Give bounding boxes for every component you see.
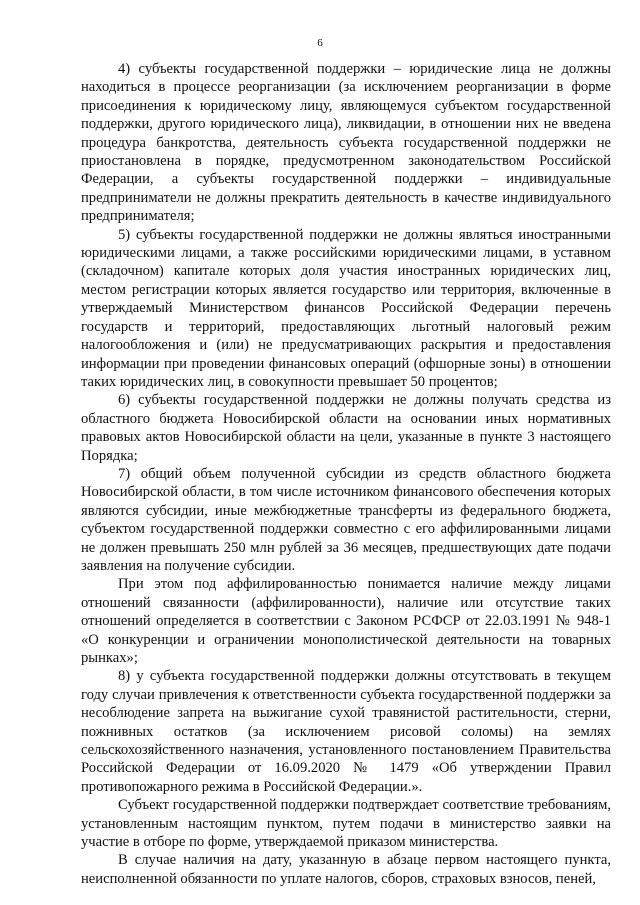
paragraph-item-4: 4) субъекты государственной поддержки – юридические лица не должны находиться в процессе реорганизации (за исключением реорганизации в форме присоединения к юридическому лицу, являющемуся субъектом государственной поддержки, другого юридического лица), ликвидации, в отношении них не введена процедура банкротства, деятельность субъекта государственной поддержки не приостановлена в порядке, предусмотренном законодательством Российской Федерации, а субъекты государственной поддержки – индивидуальные предприниматели не должны прекратить деятельность в качестве индивидуального предпринимателя; (81, 61, 611, 225)
paragraph-item-8: 8) у субъекта государственной поддержки должны отсутствовать в текущем году случаи привлечения к ответственности субъекта государственной поддержки за несоблюдение запрета на выжигание сухой травянистой растительности, стерни, пожнивных остатков (за исключением рисовой соломы) на землях сельскохозяйственного назначения, установленного постановлением Правительства Российской Федерации от 16.09.2020 № 1479 «Об утверждении Правил противопожарного режима в Российской Федерации.». (81, 668, 611, 795)
paragraph-item-7: 7) общий объем полученной субсидии из средств областного бюджета Новосибирской области, в том числе источником финансового обеспечения которых являются субсидии, иные межбюджетные трансферты из федерального бюджета, субъектом государственной поддержки совместно с его аффилированными лицами не должен превышать 250 млн рублей за 36 месяцев, предшествующих дате подачи заявления на получение субсидии. (81, 465, 611, 574)
paragraph-unpaid-obligations: В случае наличия на дату, указанную в абзаце первом настоящего пункта, неисполненной обязанности по уплате налогов, сборов, страховых взносов, пеней, (81, 852, 611, 887)
paragraph-item-5: 5) субъекты государственной поддержки не должны являться иностранными юридическими лицами, а также российскими юридическими лицами, в уставном (складочном) капитале которых доля участия иностранных юридических лиц, местом регистрации которых является государство или территория, включенные в утверждаемый Министерством финансов Российской Федерации перечень государств и территорий, предоставляющих льготный налоговый режим налогообложения и (или) не предусматривающих раскрытия и предоставления информации при проведении финансовых операций (офшорные зоны) в отношении таких юридических лиц, в совокупности превышает 50 процентов; (81, 226, 611, 390)
paragraph-item-6: 6) субъекты государственной поддержки не должны получать средства из областного бюджета Новосибирской области на основании иных нормативных правовых актов Новосибирской области на цели, указанные в пункте 3 настоящего Порядка; (81, 392, 611, 464)
page-number: 6 (317, 37, 323, 49)
paragraph-confirmation: Субъект государственной поддержки подтверждает соответствие требованиям, установленным настоящим пунктом, путем подачи в министерство заявки на участие в отборе по форме, утверждаемой приказом министерства. (81, 797, 611, 851)
document-body (81, 60, 611, 888)
paragraph-affiliation: При этом под аффилированностью понимается наличие между лицами отношений связанности (аффилированности), наличие или отсутствие таких отношений определяется в соответствии с Законом РСФСР от 22.03.1991 № 948-1 «О конкуренции и ограничении монополистической деятельности на товарных рынках»; (81, 576, 611, 666)
